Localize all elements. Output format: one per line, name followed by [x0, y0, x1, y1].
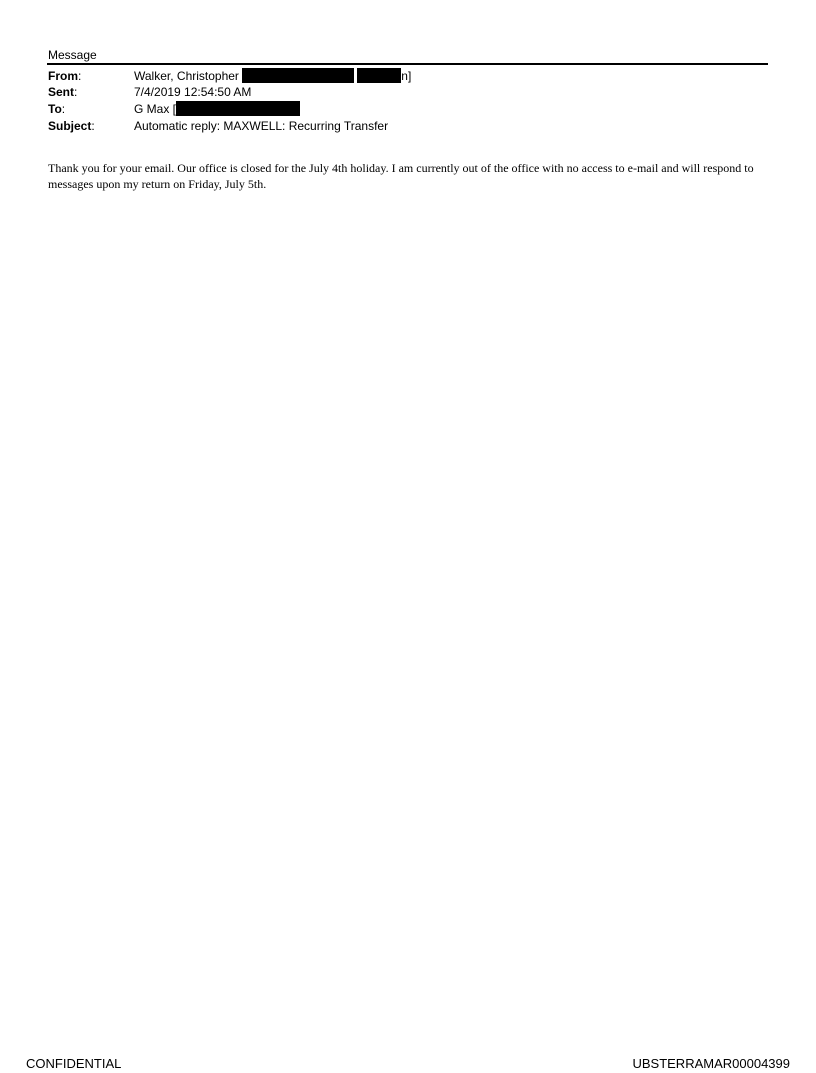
- confidential-footer: CONFIDENTIAL: [26, 1056, 122, 1071]
- to-value: [134, 101, 300, 117]
- to-label: To:: [48, 102, 66, 116]
- message-body: Thank you for your email. Our office is closed for the July 4th holiday. I am currently out of the office with no access to e-mail and will respond to messages upon my return on Friday, July 5th.: [48, 161, 754, 191]
- from-value: [134, 68, 411, 84]
- to-name: G Max [: [134, 102, 177, 116]
- from-label: From:: [48, 69, 82, 83]
- subject-value: Automatic reply: MAXWELL: Recurring Transfer: [134, 119, 389, 133]
- document-type-label: Message: [48, 48, 97, 62]
- from-fragment: n]: [401, 69, 412, 83]
- redaction-block: [242, 68, 354, 83]
- sent-value: 7/4/2019 12:54:50 AM: [134, 85, 252, 99]
- header-divider: [47, 63, 768, 65]
- subject-label: Subject:: [48, 119, 95, 133]
- from-name: Walker, Christopher: [134, 69, 239, 83]
- bates-number: UBSTERRAMAR00004399: [632, 1056, 790, 1071]
- sent-label: Sent:: [48, 85, 78, 99]
- redaction-block: [357, 68, 401, 83]
- redaction-block: [176, 101, 300, 116]
